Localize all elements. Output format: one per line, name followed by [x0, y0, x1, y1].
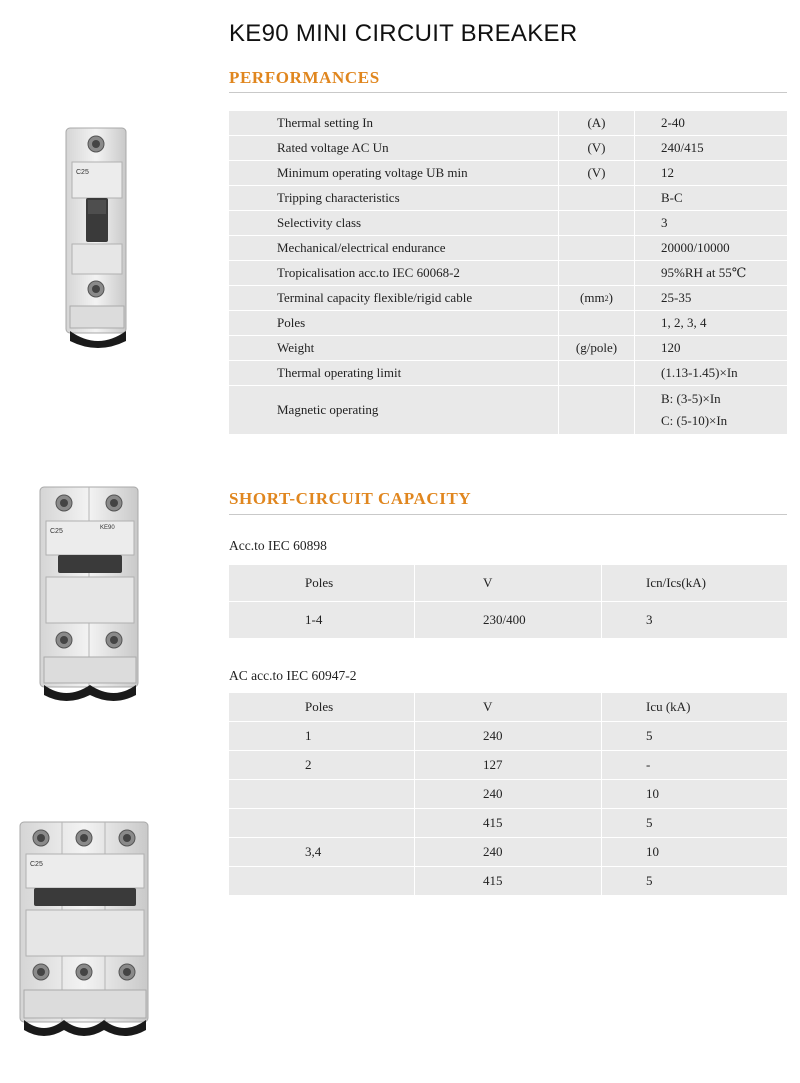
performances-heading: PERFORMANCES [229, 68, 380, 87]
param-label: Thermal operating limit [229, 361, 558, 385]
param-unit: (V) [559, 161, 634, 185]
performances-table [229, 111, 787, 435]
param-label: Thermal setting In [229, 111, 558, 135]
brand-label: KE90 [100, 525, 115, 531]
table-cell: 1-4 [229, 602, 414, 638]
table-cell: 10 [602, 838, 787, 866]
breaker-3-pole-image [14, 820, 154, 1038]
param-label: Weight [229, 336, 558, 360]
rating-label: C25 [76, 169, 89, 176]
param-label: Tropicalisation acc.to IEC 60068-2 [229, 261, 558, 285]
param-value-line: C: (5-10)×In [661, 413, 728, 428]
param-label: Poles [229, 311, 558, 335]
param-label: Minimum operating voltage UB min [229, 161, 558, 185]
table-cell: 5 [602, 867, 787, 895]
table-row [229, 286, 787, 310]
table-cell [229, 867, 414, 895]
param-unit [559, 236, 634, 260]
table-cell: 230/400 [415, 602, 601, 638]
table-cell [229, 780, 414, 808]
table-row [229, 867, 787, 895]
param-label: Magnetic operating [229, 386, 558, 434]
performances-rule [229, 92, 787, 93]
short-circuit-rule [229, 514, 787, 515]
iec60947-table [229, 693, 787, 896]
column-header: V [415, 565, 601, 601]
table-row [229, 336, 787, 360]
table-row [229, 161, 787, 185]
param-label: Terminal capacity flexible/rigid cable [229, 286, 558, 310]
table-row [229, 261, 787, 285]
column-header: Poles [229, 565, 414, 601]
column-header: Icu (kA) [602, 693, 787, 721]
page-title: KE90 MINI CIRCUIT BREAKER [229, 20, 578, 47]
param-unit: (V) [559, 136, 634, 160]
param-value: B-C [635, 186, 787, 210]
breaker-2-pole-image [34, 485, 146, 705]
table-row [229, 361, 787, 385]
table-cell: 10 [602, 780, 787, 808]
param-value [635, 386, 787, 434]
table-cell: 3 [602, 602, 787, 638]
param-value: 12 [635, 161, 787, 185]
iec60898-table [229, 565, 787, 639]
param-label: Mechanical/electrical endurance [229, 236, 558, 260]
param-value: 25-35 [635, 286, 787, 310]
param-value: 95%RH at 55℃ [635, 261, 787, 285]
table1-caption: Acc.to IEC 60898 [229, 538, 327, 553]
param-unit [559, 286, 634, 310]
table-row [229, 780, 787, 808]
table-row [229, 136, 787, 160]
table-cell: - [602, 751, 787, 779]
param-value: 120 [635, 336, 787, 360]
breaker-1-pole-image [58, 126, 138, 354]
table-row [229, 386, 787, 434]
param-value: 1, 2, 3, 4 [635, 311, 787, 335]
table-cell [229, 809, 414, 837]
table-cell: 5 [602, 722, 787, 750]
table-row [229, 751, 787, 779]
param-value: (1.13-1.45)×In [635, 361, 787, 385]
rating-label: C25 [50, 528, 63, 535]
param-unit [559, 311, 634, 335]
param-label: Rated voltage AC Un [229, 136, 558, 160]
table-cell: 240 [415, 722, 601, 750]
table-cell: 2 [229, 751, 414, 779]
table-row [229, 211, 787, 235]
param-label: Tripping characteristics [229, 186, 558, 210]
unit-text-end: ) [608, 290, 613, 305]
param-unit [559, 361, 634, 385]
param-value: 240/415 [635, 136, 787, 160]
param-unit: (g/pole) [559, 336, 634, 360]
param-unit [559, 261, 634, 285]
param-value: 2-40 [635, 111, 787, 135]
table-cell: 1 [229, 722, 414, 750]
param-unit: (A) [559, 111, 634, 135]
param-unit [559, 386, 634, 434]
table-row [229, 602, 787, 638]
table-cell: 240 [415, 780, 601, 808]
column-header: Poles [229, 693, 414, 721]
table-header-row [229, 693, 787, 721]
table-row [229, 809, 787, 837]
param-label: Selectivity class [229, 211, 558, 235]
table-row [229, 236, 787, 260]
param-value: 3 [635, 211, 787, 235]
table-cell: 415 [415, 809, 601, 837]
table-cell: 127 [415, 751, 601, 779]
table2-caption: AC acc.to IEC 60947-2 [229, 668, 357, 683]
table-row [229, 311, 787, 335]
unit-text: (mm [580, 290, 605, 305]
unit-superscript: 2 [604, 293, 609, 303]
table-cell: 3,4 [229, 838, 414, 866]
param-unit [559, 211, 634, 235]
table-row [229, 186, 787, 210]
table-cell: 240 [415, 838, 601, 866]
param-value: 20000/10000 [635, 236, 787, 260]
table-header-row [229, 565, 787, 601]
rating-label: C25 [30, 861, 43, 868]
table-cell: 415 [415, 867, 601, 895]
column-header: V [415, 693, 601, 721]
table-cell: 5 [602, 809, 787, 837]
table-row [229, 722, 787, 750]
param-unit [559, 186, 634, 210]
column-header: Icn/Ics(kA) [602, 565, 787, 601]
param-value-line: B: (3-5)×In [661, 391, 721, 406]
table-row [229, 838, 787, 866]
short-circuit-heading: SHORT-CIRCUIT CAPACITY [229, 489, 472, 508]
table-row [229, 111, 787, 135]
